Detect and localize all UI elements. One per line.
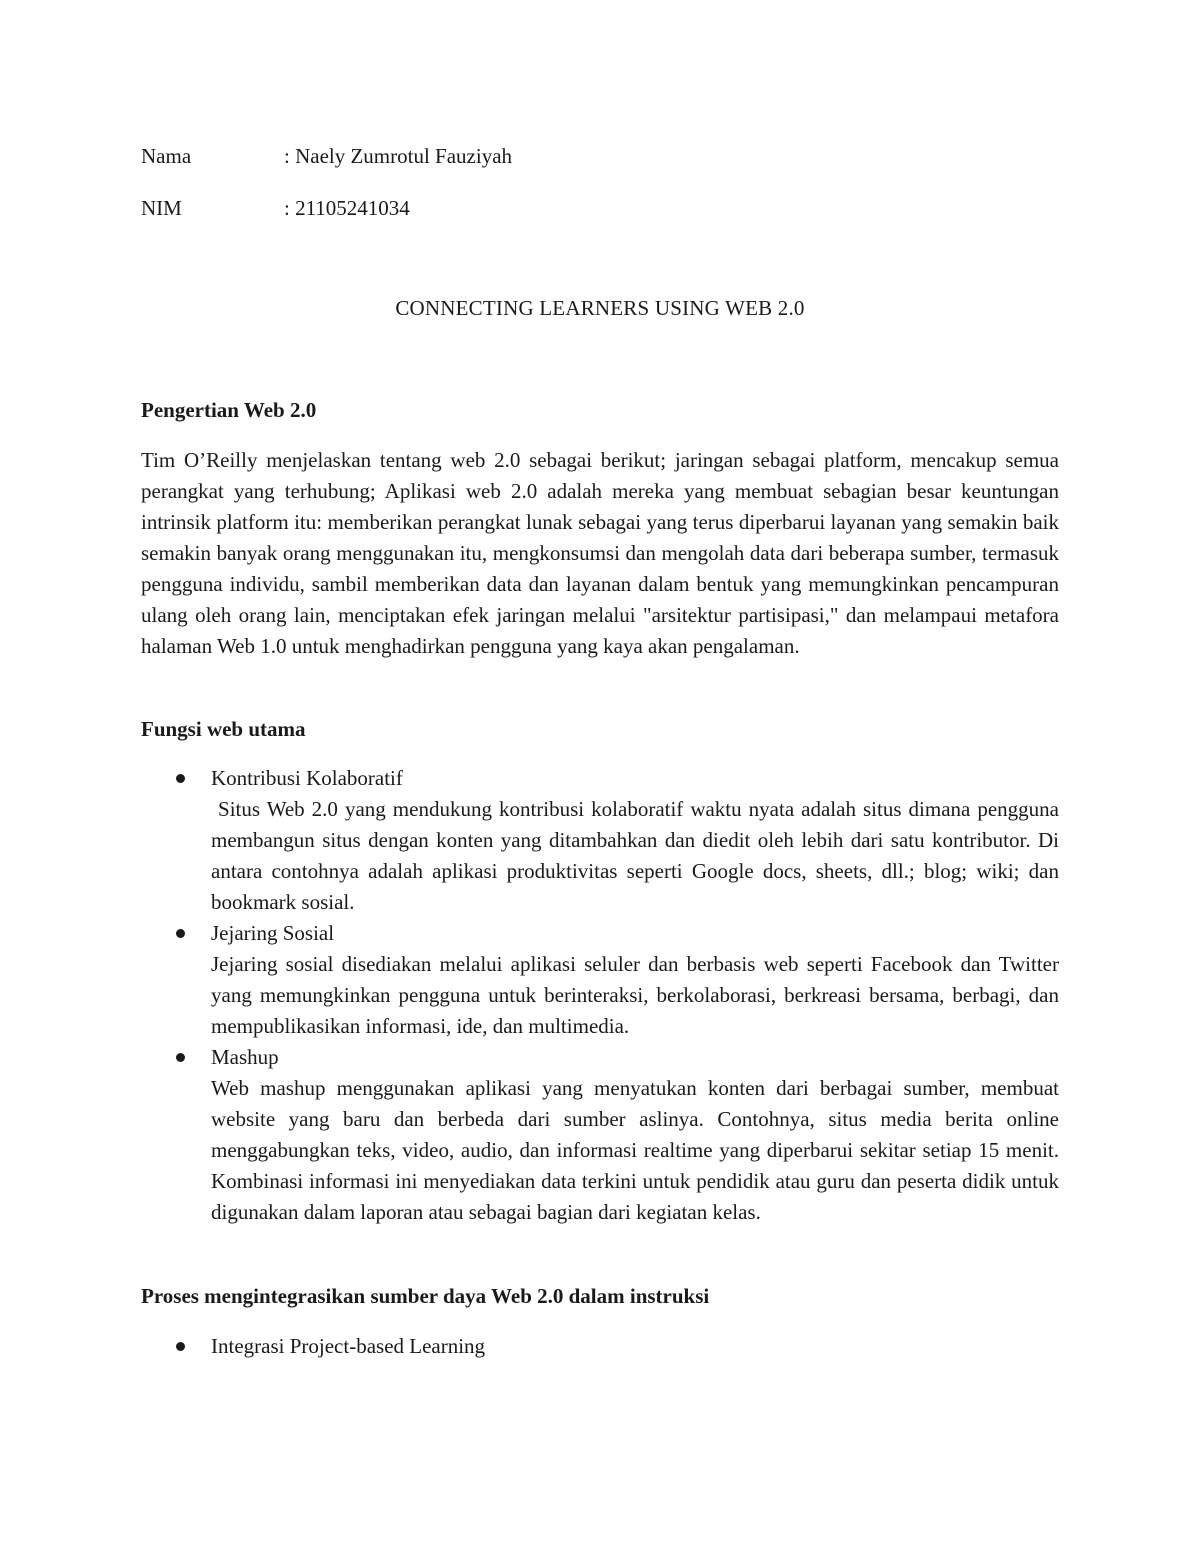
- proses-list: [0, 1331, 1200, 1362]
- bullet-icon: [176, 1053, 185, 1062]
- list-item: [0, 1042, 1200, 1228]
- list-item: [0, 918, 1200, 1042]
- item-body: Jejaring sosial disediakan melalui aplikasi seluler dan berbasis web seperti Facebook dan Twitter yang memungkinkan pengguna untuk berinteraksi, berkolaborasi, berkreasi bersama, berbagi, dan mempublikasikan informasi, ide, dan multimedia.: [211, 952, 1059, 1038]
- list-item: [0, 1331, 1200, 1362]
- nim-value: : 21105241034: [284, 196, 410, 220]
- heading-fungsi: Fungsi web utama: [141, 717, 306, 741]
- paragraph-pengertian: Tim O’Reilly menjelaskan tentang web 2.0 sebagai berikut; jaringan sebagai platform, mencakup semua perangkat yang terhubung; Aplikasi web 2.0 adalah mereka yang membuat sebagian besar keuntungan intrinsik platform itu: memberikan perangkat lunak sebagai yang terus diperbarui layanan yang semakin baik semakin banyak orang menggunakan itu, mengkonsumsi dan mengolah data dari beberapa sumber, termasuk pengguna individu, sambil memberikan data dan layanan dalam bentuk yang memungkinkan pencampuran ulang oleh orang lain, menciptakan efek jaringan melalui "arsitektur partisipasi," dan melampaui metafora halaman Web 1.0 untuk menghadirkan pengguna yang kaya akan pengalaman.: [141, 448, 1059, 658]
- fungsi-list: [0, 763, 1200, 1228]
- item-title: Integrasi Project-based Learning: [211, 1334, 486, 1358]
- heading-pengertian: Pengertian Web 2.0: [141, 398, 317, 422]
- item-title: Jejaring Sosial: [211, 921, 335, 945]
- item-title: Kontribusi Kolaboratif: [211, 766, 403, 790]
- list-item: [0, 763, 1200, 918]
- nama-value: : Naely Zumrotul Fauziyah: [284, 144, 513, 168]
- bullet-icon: [176, 774, 185, 783]
- item-body: Web mashup menggunakan aplikasi yang menyatukan konten dari berbagai sumber, membuat website yang baru dan berbeda dari sumber aslinya. Contohnya, situs media berita online menggabungkan teks, video, audio, dan informasi realtime yang diperbarui sekitar setiap 15 menit. Kombinasi informasi ini menyediakan data terkini untuk pendidik atau guru dan peserta didik untuk digunakan dalam laporan atau sebagai bagian dari kegiatan kelas.: [211, 1076, 1059, 1224]
- document-title: CONNECTING LEARNERS USING WEB 2.0: [395, 296, 805, 320]
- bullet-icon: [176, 929, 185, 938]
- heading-proses: Proses mengintegrasikan sumber daya Web 2.0 dalam instruksi: [141, 1284, 710, 1308]
- bullet-icon: [176, 1342, 185, 1351]
- nim-label: NIM: [141, 196, 182, 220]
- item-body: Situs Web 2.0 yang mendukung kontribusi kolaboratif waktu nyata adalah situs dimana pengguna membangun situs dengan konten yang ditambahkan dan diedit oleh lebih dari satu kontributor. Di antara contohnya adalah aplikasi produktivitas seperti Google docs, sheets, dll.; blog; wiki; dan bookmark sosial.: [211, 797, 1059, 914]
- item-title: Mashup: [211, 1045, 279, 1069]
- nama-label: Nama: [141, 144, 192, 168]
